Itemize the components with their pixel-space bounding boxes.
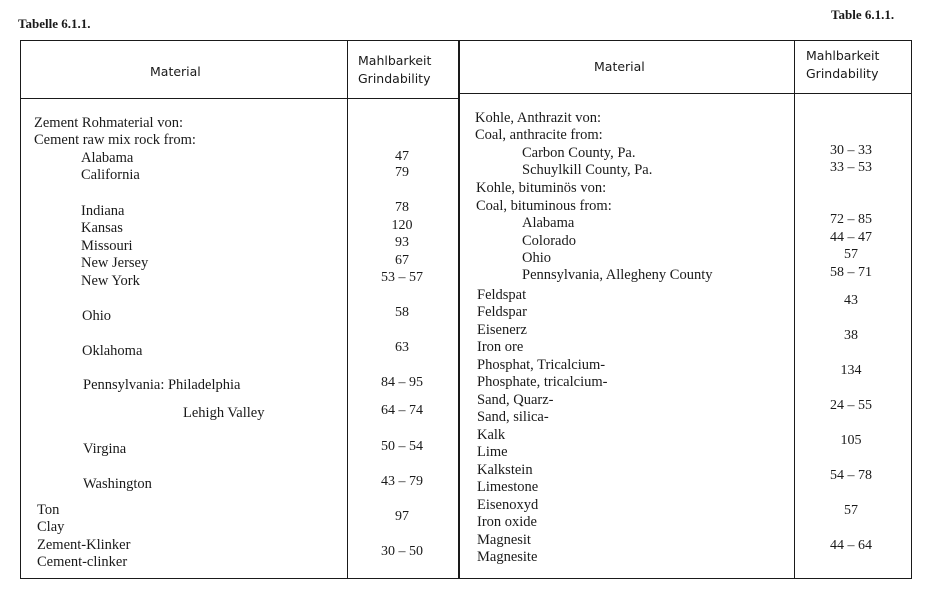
right-row-value: 105 [840, 433, 862, 448]
left-row-value: 64 – 74 [381, 403, 423, 418]
left-row-value: 47 [395, 149, 409, 164]
right-row-text: Magnesit [477, 532, 531, 548]
right-row-text: Feldspar [477, 304, 527, 320]
column-divider-left-inner [347, 40, 348, 579]
right-row-text: Eisenoxyd [477, 497, 539, 513]
right-row-value: 44 – 64 [830, 538, 872, 553]
left-row-value: 78 [395, 200, 409, 215]
right-row-value: 30 – 33 [830, 143, 872, 158]
right-row-text: Limestone [477, 479, 539, 495]
left-row-text: Zement-Klinker [37, 537, 131, 553]
left-row-text: Indiana [81, 203, 125, 219]
header-material-right: Material [594, 59, 645, 74]
left-row-value: 50 – 54 [381, 439, 423, 454]
right-row-value: 58 – 71 [830, 265, 872, 280]
left-row-text: Ton [37, 502, 60, 518]
column-divider-center [458, 40, 460, 579]
right-row-text: Phosphate, tricalcium- [477, 374, 608, 390]
left-row-text: Kansas [81, 220, 123, 236]
right-row-text: Magnesite [477, 549, 538, 565]
right-row-text: Schuylkill County, Pa. [522, 162, 653, 178]
right-row-text: Colorado [522, 233, 576, 249]
right-row-text: Lime [477, 444, 508, 460]
left-row-text: Lehigh Valley [183, 405, 265, 421]
left-row-text: Ohio [82, 308, 111, 324]
right-row-text: Phosphat, Tricalcium- [477, 357, 606, 373]
left-row-text: Cement-clinker [37, 554, 128, 570]
right-row-text: Coal, bituminous from: [476, 198, 612, 214]
right-row-value: 72 – 85 [830, 212, 872, 227]
right-row-text: Kalkstein [477, 462, 533, 478]
right-row-text: Coal, anthracite from: [475, 127, 603, 143]
left-row-text: New York [81, 273, 140, 289]
right-row-text: Sand, silica- [477, 409, 549, 425]
right-row-value: 57 [844, 247, 858, 262]
left-row-text: Missouri [81, 238, 133, 254]
left-row-value: 43 – 79 [381, 474, 423, 489]
left-row-text: Cement raw mix rock from: [34, 132, 196, 148]
header-grind-en-right: Grindability [806, 66, 879, 81]
left-row-text: Virgina [83, 441, 127, 457]
right-row-value: 24 – 55 [830, 398, 872, 413]
right-row-text: Eisenerz [477, 322, 527, 338]
left-row-value: 97 [395, 509, 409, 524]
right-row-value: 54 – 78 [830, 468, 872, 483]
right-row-text: Kalk [477, 427, 506, 443]
header-material-left: Material [150, 64, 201, 79]
right-row-value: 44 – 47 [830, 230, 872, 245]
left-row-text: New Jersey [81, 255, 149, 271]
left-row-text: Pennsylvania: Philadelphia [83, 377, 241, 393]
right-row-value: 134 [840, 363, 862, 378]
left-row-text: Zement Rohmaterial von: [34, 115, 183, 131]
right-row-value: 33 – 53 [830, 160, 872, 175]
left-row-text: California [81, 167, 140, 183]
right-row-text: Iron oxide [477, 514, 537, 530]
table-title-german: Tabelle 6.1.1. [18, 16, 91, 31]
right-row-text: Iron ore [477, 339, 524, 355]
left-row-value: 58 [395, 305, 409, 320]
left-row-value: 67 [395, 253, 409, 268]
left-row-text: Alabama [81, 150, 134, 166]
left-row-value: 120 [391, 218, 413, 233]
header-grind-de-left: Mahlbarkeit [358, 53, 432, 68]
left-row-value: 53 – 57 [381, 270, 423, 285]
header-grind-de-right: Mahlbarkeit [806, 48, 880, 63]
header-divider-right [458, 93, 912, 94]
left-row-value: 79 [395, 165, 409, 180]
right-row-value: 43 [844, 293, 858, 308]
column-divider-right-inner [794, 40, 795, 579]
right-row-text: Pennsylvania, Allegheny County [522, 267, 713, 283]
header-divider-left [20, 98, 458, 99]
right-row-value: 57 [844, 503, 858, 518]
left-row-value: 30 – 50 [381, 544, 423, 559]
header-grind-en-left: Grindability [358, 71, 431, 86]
right-row-text: Alabama [522, 215, 575, 231]
right-row-value: 38 [844, 328, 858, 343]
left-row-text: Oklahoma [82, 343, 143, 359]
left-row-value: 63 [395, 340, 409, 355]
left-row-text: Clay [37, 519, 65, 535]
table-title-english: Table 6.1.1. [831, 7, 895, 22]
right-row-text: Carbon County, Pa. [522, 145, 636, 161]
right-row-text: Kohle, Anthrazit von: [475, 110, 602, 126]
right-row-text: Kohle, bituminös von: [476, 180, 607, 196]
left-row-text: Washington [83, 476, 152, 492]
right-row-text: Ohio [522, 250, 551, 266]
right-row-text: Feldspat [477, 287, 527, 303]
left-row-value: 93 [395, 235, 409, 250]
right-row-text: Sand, Quarz- [477, 392, 554, 408]
left-row-value: 84 – 95 [381, 375, 423, 390]
